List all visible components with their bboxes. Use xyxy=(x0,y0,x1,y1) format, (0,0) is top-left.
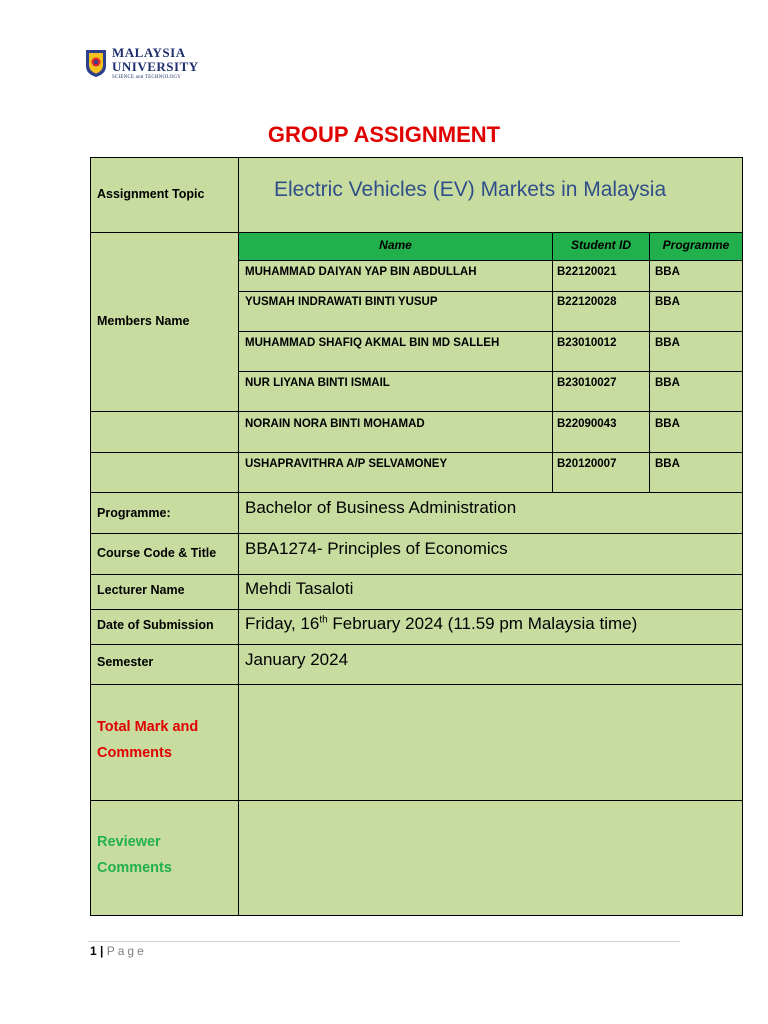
member-programme: BBA xyxy=(655,296,680,308)
footer-divider xyxy=(88,941,680,942)
members-header-name: Name xyxy=(379,238,412,252)
logo-line-3: SCIENCE and TECHNOLOGY xyxy=(112,75,182,80)
programme-label: Programme: xyxy=(97,506,171,520)
footer-separator: | xyxy=(100,944,104,958)
submission-value-post: February 2024 (11.59 pm Malaysia time) xyxy=(327,614,638,633)
member-programme: BBA xyxy=(655,266,680,278)
course-value: BBA1274- Principles of Economics xyxy=(245,539,508,558)
total-mark-label xyxy=(97,714,198,766)
member-name: MUHAMMAD DAIYAN YAP BIN ABDULLAH xyxy=(245,266,477,278)
member-id: B20120007 xyxy=(557,458,617,470)
member-id: B22120021 xyxy=(557,266,617,278)
logo-line-1: MALAYSIA xyxy=(112,45,186,60)
members-col-divider-2 xyxy=(649,260,650,493)
document-title: GROUP ASSIGNMENT xyxy=(267,122,501,147)
member-name: USHAPRAVITHRA A/P SELVAMONEY xyxy=(245,458,448,470)
university-logo xyxy=(84,44,204,82)
submission-label: Date of Submission xyxy=(97,618,214,632)
member-id: B23010012 xyxy=(557,337,617,349)
member-id: B23010027 xyxy=(557,377,617,389)
member-name: NORAIN NORA BINTI MOHAMAD xyxy=(245,418,425,430)
university-emblem-icon xyxy=(84,48,108,78)
member-name: MUHAMMAD SHAFIQ AKMAL BIN MD SALLEH xyxy=(245,337,500,349)
member-programme: BBA xyxy=(655,458,680,470)
reviewer-value-cell xyxy=(238,800,743,916)
page-number: 1 xyxy=(90,944,97,958)
members-header-programme: Programme xyxy=(662,238,730,252)
course-label: Course Code & Title xyxy=(97,546,217,560)
members-col-divider-1 xyxy=(552,260,553,493)
total-mark-label-line-1: Total Mark and xyxy=(97,719,199,735)
members-blank-cell-1 xyxy=(90,411,239,453)
member-name: NUR LIYANA BINTI ISMAIL xyxy=(245,377,390,389)
lecturer-value: Mehdi Tasaloti xyxy=(245,579,354,598)
topic-label: Assignment Topic xyxy=(97,187,205,201)
member-id: B22090043 xyxy=(557,418,617,430)
reviewer-label-line-1: Reviewer xyxy=(97,834,161,850)
submission-value xyxy=(245,614,637,634)
page-word: Page xyxy=(106,944,147,958)
total-mark-value-cell xyxy=(238,684,743,801)
reviewer-label-line-2: Comments xyxy=(97,860,172,876)
reviewer-label xyxy=(97,829,172,881)
page-footer xyxy=(90,944,147,958)
member-name: YUSMAH INDRAWATI BINTI YUSUP xyxy=(245,296,438,308)
members-header-id: Student ID xyxy=(571,238,631,252)
topic-value: Electric Vehicles (EV) Markets in Malaysia xyxy=(274,178,667,201)
logo-line-2: UNIVERSITY xyxy=(112,59,199,74)
members-label: Members Name xyxy=(97,314,190,328)
submission-value-sup: th xyxy=(319,614,328,626)
member-programme: BBA xyxy=(655,418,680,430)
members-blank-cell-2 xyxy=(90,452,239,493)
semester-value: January 2024 xyxy=(245,650,349,669)
submission-value-pre: Friday, 16 xyxy=(245,614,320,633)
member-programme: BBA xyxy=(655,337,680,349)
member-programme: BBA xyxy=(655,377,680,389)
total-mark-label-line-2: Comments xyxy=(97,745,172,761)
semester-label: Semester xyxy=(97,655,154,669)
lecturer-label: Lecturer Name xyxy=(97,583,185,597)
member-id: B22120028 xyxy=(557,296,617,308)
programme-value: Bachelor of Business Administration xyxy=(245,498,517,517)
